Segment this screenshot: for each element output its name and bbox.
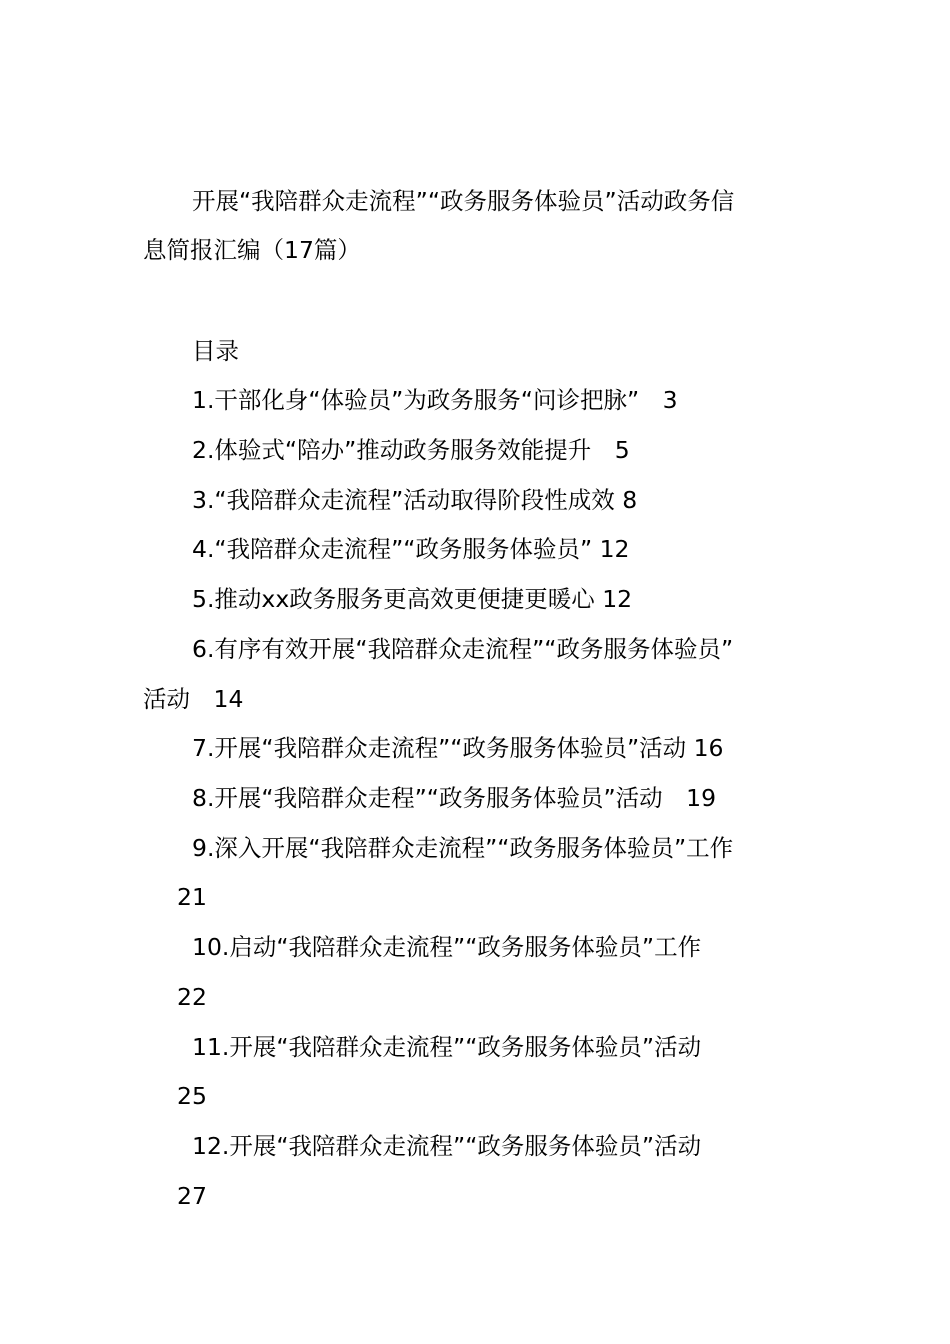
toc-entry-11-page: 25 [177,1082,207,1110]
toc-entry-10: 10.启动“我陪群众走流程”“政务服务体验员”工作 [192,933,702,961]
toc-entry-6-continued: 活动 14 [143,685,244,713]
toc-entry-12: 12.开展“我陪群众走流程”“政务服务体验员”活动 [192,1132,702,1160]
document-title-line-2: 息简报汇编（17篇） [143,236,361,264]
toc-entry-12-page: 27 [177,1182,207,1210]
document-title-line-1: 开展“我陪群众走流程”“政务服务体验员”活动政务信 [192,187,735,215]
toc-entry-2: 2.体验式“陪办”推动政务服务效能提升 5 [192,436,630,464]
toc-entry-10-page: 22 [177,983,207,1011]
toc-entry-9: 9.深入开展“我陪群众走流程”“政务服务体验员”工作 [192,834,734,862]
toc-entry-8: 8.开展“我陪群众走程”“政务服务体验员”活动 19 [192,784,717,812]
toc-entry-3: 3.“我陪群众走流程”活动取得阶段性成效 8 [192,486,638,514]
toc-entry-4: 4.“我陪群众走流程”“政务服务体验员” 12 [192,535,630,563]
toc-heading: 目录 [192,337,239,365]
toc-entry-7: 7.开展“我陪群众走流程”“政务服务体验员”活动 16 [192,734,724,762]
toc-entry-1: 1.干部化身“体验员”为政务服务“问诊把脉” 3 [192,386,678,414]
toc-entry-11: 11.开展“我陪群众走流程”“政务服务体验员”活动 [192,1033,702,1061]
toc-entry-5: 5.推动xx政务服务更高效更便捷更暖心 12 [192,585,633,613]
toc-entry-6: 6.有序有效开展“我陪群众走流程”“政务服务体验员” [192,635,734,663]
toc-entry-9-page: 21 [177,883,207,911]
